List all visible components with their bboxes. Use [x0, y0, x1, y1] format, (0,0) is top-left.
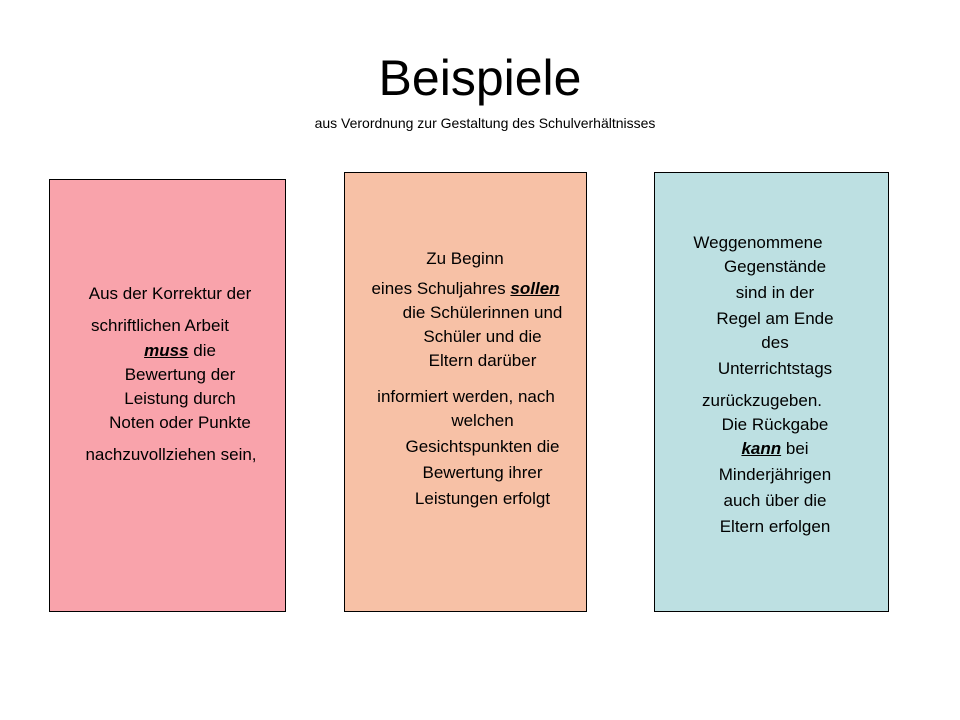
box2-line: Gesichtspunkten die [405, 437, 560, 456]
box2-line: Leistungen erfolgt [414, 489, 551, 508]
box3-line: zurückzugeben. [701, 391, 823, 410]
box1-line: Noten oder Punkte [109, 413, 251, 432]
box1-line: nachzuvollziehen sein, [85, 445, 257, 464]
box2-line: Eltern darüber [428, 351, 537, 370]
box2-line: Schüler und die [423, 327, 542, 346]
emphasis-muss: muss [144, 341, 189, 360]
box3-line: Regel am Ende [716, 309, 834, 328]
box3-line: Minderjährigen [718, 465, 832, 484]
box2-line-emphasis: eines Schuljahres sollen [371, 279, 560, 298]
box1-line: Bewertung der [124, 365, 236, 384]
slide-subtitle: aus Verordnung zur Gestaltung des Schulverhältnisses [314, 115, 656, 131]
box3-line: Eltern erfolgen [719, 517, 831, 536]
box3-line: Gegenstände [723, 257, 827, 276]
box1-line: schriftlichen Arbeit [91, 316, 229, 335]
box2-line: Bewertung ihrer [422, 463, 543, 482]
box1-line-emphasis: muss die [144, 341, 216, 360]
box2-line: welchen [451, 411, 514, 430]
box2-line: informiert werden, nach [377, 387, 555, 406]
box3-line: Unterrichtstags [717, 359, 833, 378]
box2-line: Zu Beginn [426, 249, 504, 268]
box2-line: die Schülerinnen und [402, 303, 563, 322]
box3-line: auch über die [723, 491, 827, 510]
box1-line: Aus der Korrektur der [88, 284, 252, 303]
slide-title: Beispiele [378, 50, 582, 106]
box3-line: Weggenommene [693, 233, 823, 252]
box1-line: Leistung durch [124, 389, 236, 408]
emphasis-kann: kann [741, 439, 782, 458]
box3-line: des [761, 333, 789, 352]
box3-line: sind in der [735, 283, 815, 302]
box3-line: Die Rückgabe [721, 415, 829, 434]
emphasis-sollen: sollen [510, 279, 560, 298]
box3-line-emphasis: kann bei [741, 439, 809, 458]
